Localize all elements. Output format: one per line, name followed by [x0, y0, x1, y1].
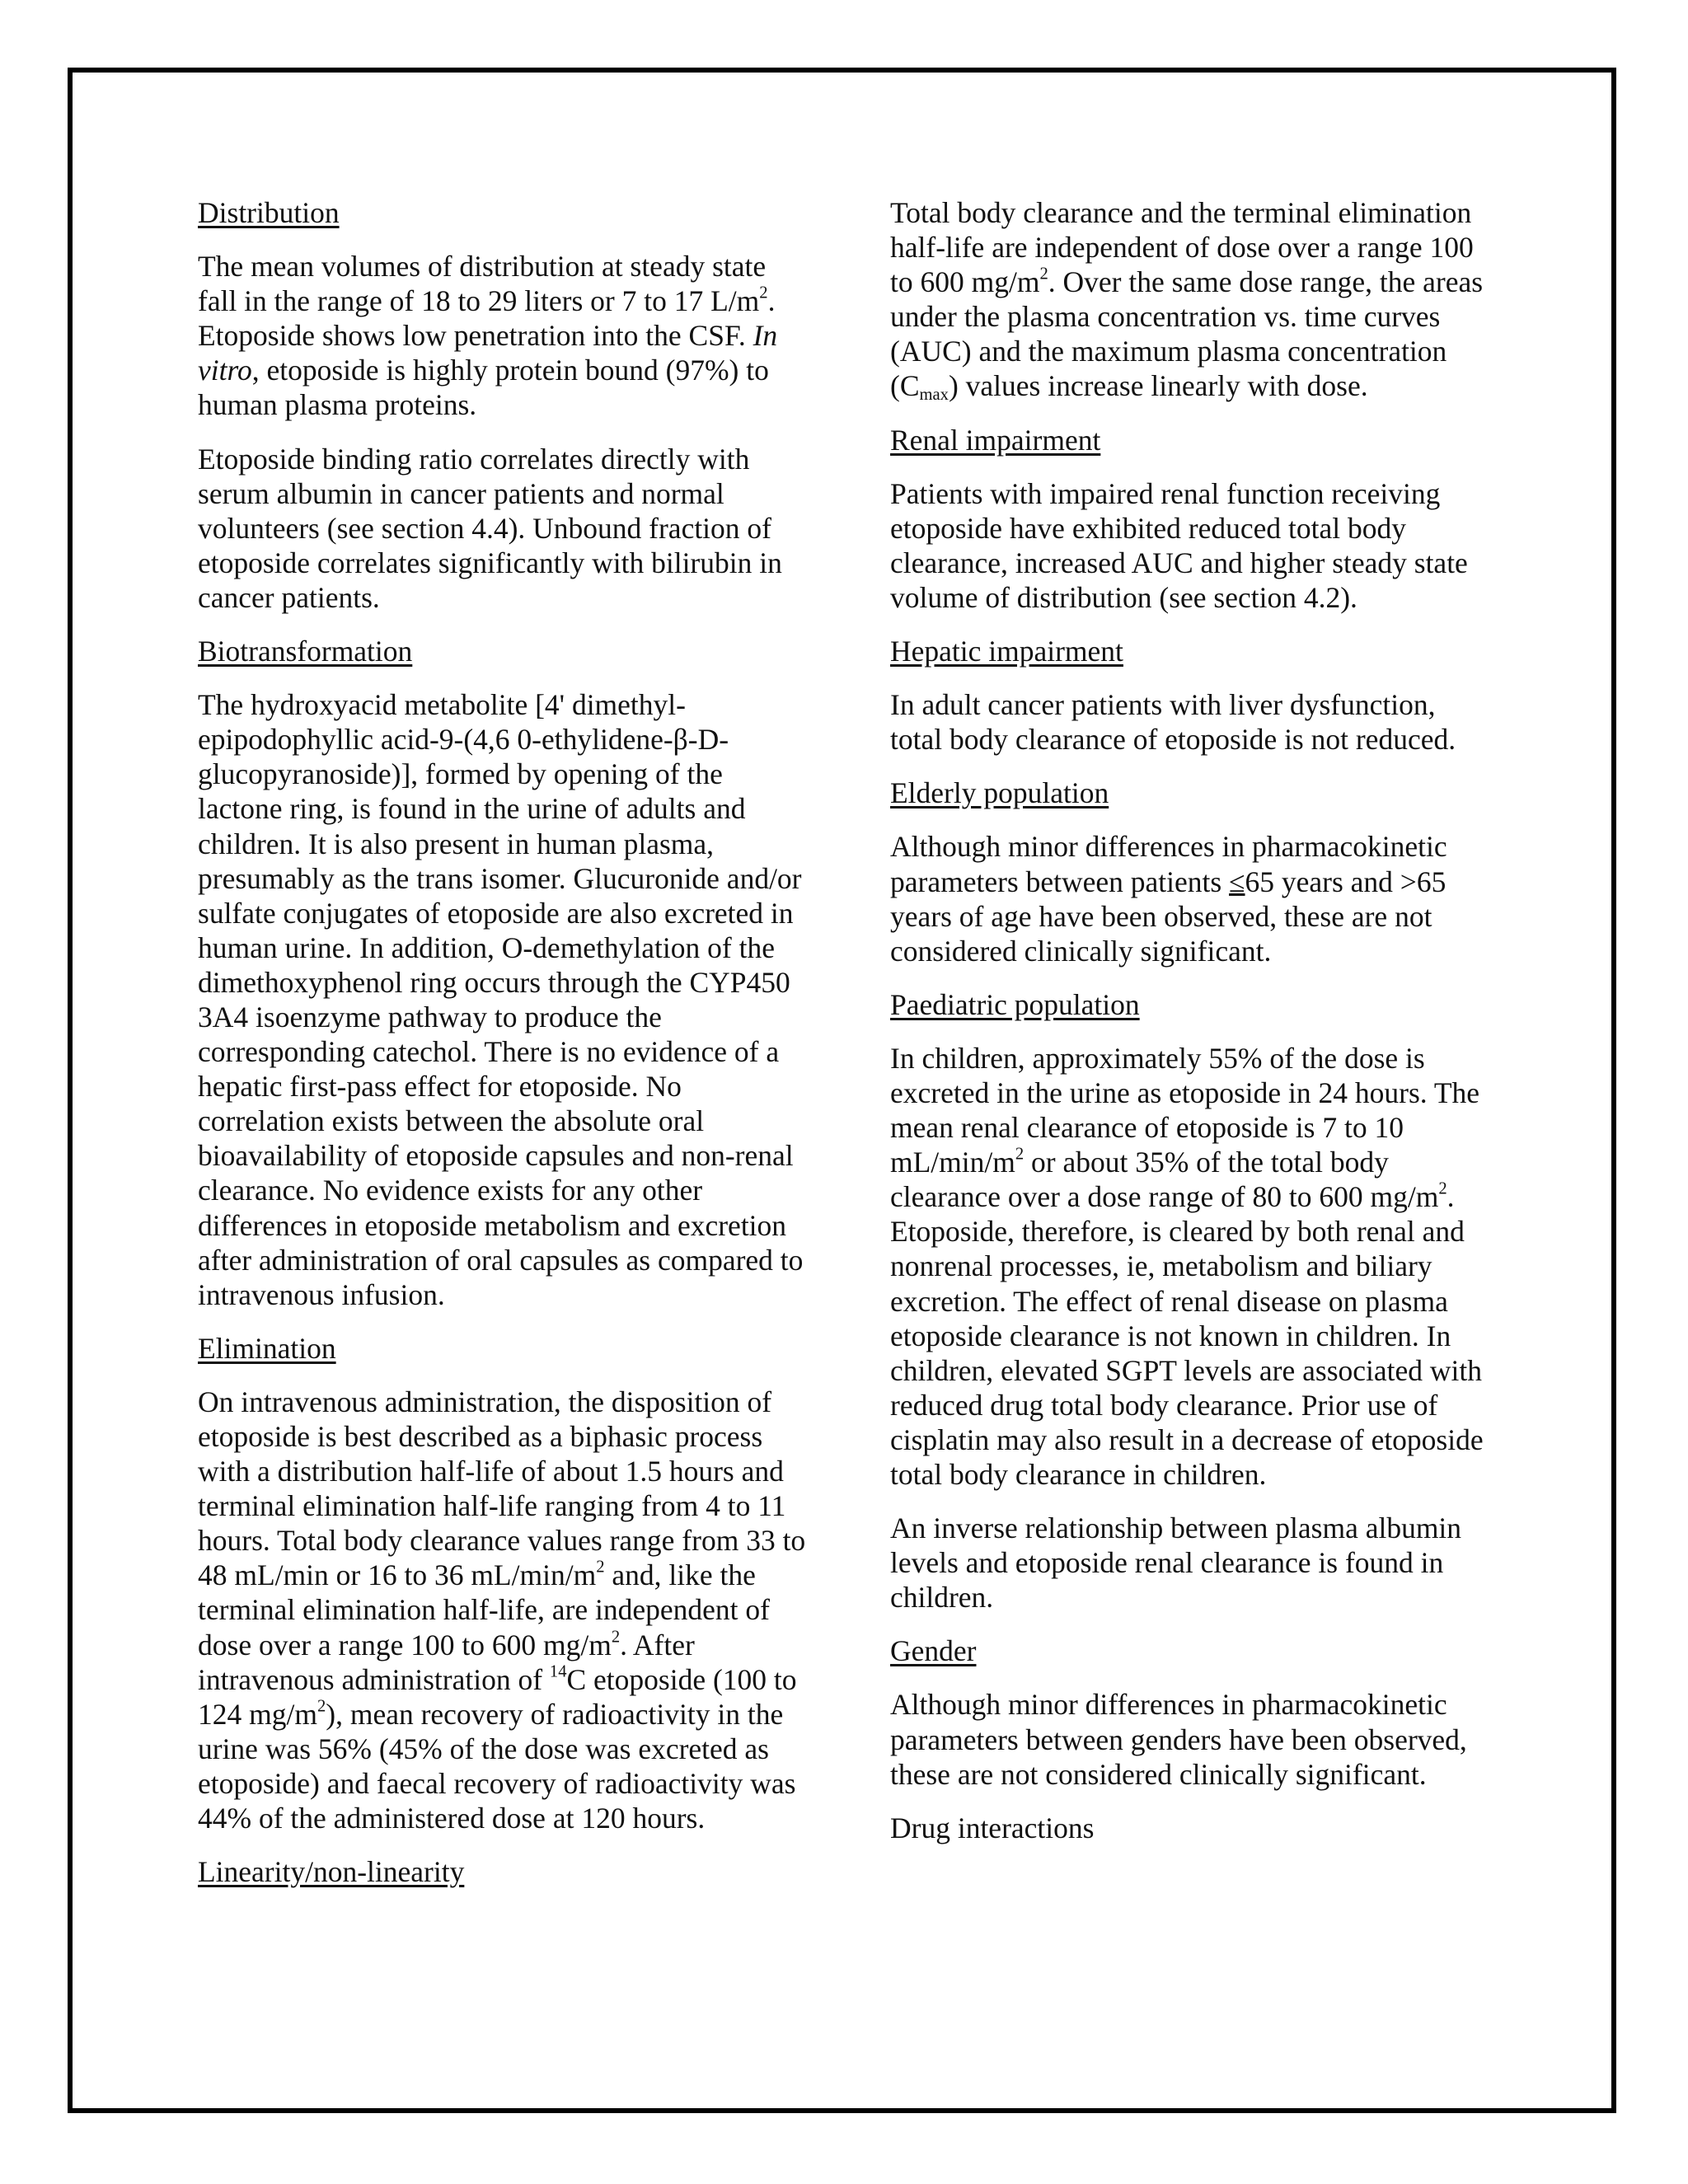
paragraph-text: 2 [1015, 1145, 1025, 1164]
paragraph [198, 1385, 814, 1835]
paragraph-text: The mean volumes of distribution at steady state fall in the range of 18 to 29 liters or 7 to 17 L/m [198, 250, 774, 318]
paragraph-text: . Etoposide shows low penetration into the CSF. [198, 284, 783, 353]
section-heading-elimination: Elimination [198, 1331, 336, 1365]
paragraph-text: Although minor differences in pharmacokinetic parameters between genders have been observed, these are not considered clinically significant. [890, 1688, 1475, 1791]
section-heading-biotransformation: Biotransformation [198, 635, 413, 668]
paragraph [890, 1511, 1492, 1615]
paragraph-text: ) values increase linearly with dose. [948, 369, 1368, 403]
paragraph-text: In vitro [198, 319, 785, 387]
paragraph-text: C etoposide (100 to 124 mg/m [198, 1662, 804, 1731]
paragraph-text: Although minor differences in pharmacokinetic parameters between patients [890, 830, 1455, 898]
paragraph [890, 829, 1492, 968]
section-heading-linearity-non-linearity: Linearity/non-linearity [198, 1855, 465, 1889]
paragraph-text: 2 [611, 1628, 621, 1647]
paragraph-text: The hydroxyacid metabolite [4' dimethyl-epipodophyllic acid-9-(4,6 0-ethylidene-β-D-glucopyranoside)], formed by opening of the lactone ring, is found in the urine of adults and children. It is also present in human plasma, presumably as the trans isomer. Glucuronide and/or sulfate conjugates of etoposide are also excreted in human urine. In addition, O-demethylation of the dimethoxyphenol ring occurs through the CYP450 3A4 isoenzyme pathway to produce the corresponding catechol. There is no evidence of a hepatic first-pass effect for etoposide. No correlation exists between the absolute oral bioavailability of etoposide capsules and non-renal clearance. No evidence exists for any other differences in etoposide metabolism and excretion after administration of oral capsules as compared to intravenous infusion. [198, 688, 811, 1311]
section-heading-drug-interactions: Drug interactions [890, 1811, 1095, 1844]
section-heading-elderly-population: Elderly population [890, 776, 1109, 810]
paragraph-text: 2 [759, 284, 768, 302]
paragraph-text: . Etoposide, therefore, is cleared by both renal and nonrenal processes, ie, metabolism and biliary excretion. The effect of renal disease on plasma etoposide clearance is not known in children. In children, elevated SGPT levels are associated with reduced drug total body clearance. Prior use of cisplatin may also result in a decrease of etoposide total body clearance in children. [890, 1180, 1491, 1491]
paragraph-text: 2 [1039, 265, 1048, 284]
paragraph-text: ≤ [1229, 865, 1245, 898]
paragraph-text: On intravenous administration, the disposition of etoposide is best described as a biphasic process with a distribution half-life of about 1.5 hours and terminal elimination half-life ranging from 4 to 11 hours. Total body clearance values range from 33 to 48 mL/min or 16 to 36 mL/min/m [198, 1385, 814, 1592]
paragraph [198, 249, 808, 422]
paragraph-text: 2 [596, 1558, 605, 1577]
paragraph-text: , etoposide is highly protein bound (97%) to human plasma proteins. [198, 354, 776, 422]
paragraph-text: 65 years and >65 years of age have been observed, these are not considered clinically significant. [890, 865, 1454, 968]
right-column [890, 195, 1492, 1864]
paragraph [890, 687, 1492, 757]
paragraph-text: and, like the terminal elimination half-life, are independent of dose over a range 100 to 600 mg/m [198, 1558, 777, 1661]
paragraph-text: In adult cancer patients with liver dysfunction, total body clearance of etoposide is not reduced. [890, 688, 1456, 757]
paragraph-text: . Over the same dose range, the areas under the plasma concentration vs. time curves (AUC) and the maximum plasma concentration (C [890, 265, 1490, 403]
section-heading-hepatic-impairment: Hepatic impairment [890, 635, 1123, 668]
paragraph-text: 2 [316, 1697, 326, 1716]
left-column [198, 195, 814, 1908]
paragraph-text: or about 35% of the total body clearance over a dose range of 80 to 600 mg/m [890, 1146, 1439, 1214]
paragraph [198, 442, 808, 615]
paragraph [890, 1687, 1492, 1791]
paragraph-text: . After intravenous administration of [198, 1628, 702, 1696]
paragraph-text: An inverse relationship between plasma albumin levels and etoposide renal clearance is found in children. [890, 1511, 1469, 1615]
paragraph-text: Etoposide binding ratio correlates directly with serum albumin in cancer patients and normal volunteers (see section 4.4). Unbound fraction of etoposide correlates significantly with bilirubin in cancer patients. [198, 442, 790, 614]
paragraph-text: Patients with impaired renal function receiving etoposide have exhibited reduced total body clearance, increased AUC and higher steady state volume of distribution (see section 4.2). [890, 476, 1475, 614]
paragraph-text: max [919, 386, 949, 405]
paragraph [198, 687, 811, 1312]
paragraph-text: Total body clearance and the terminal elimination half-life are independent of dose over a range 100 to 600 mg/m [890, 196, 1481, 299]
paragraph-text: 14 [549, 1662, 567, 1681]
paragraph-text: In children, approximately 55% of the dose is excreted in the urine as etoposide in 24 hours. The mean renal clearance of etoposide is 7 to 10 mL/min/m [890, 1041, 1487, 1179]
paragraph [890, 476, 1492, 615]
paragraph [890, 1041, 1492, 1492]
paragraph [890, 195, 1492, 404]
paragraph-text: ), mean recovery of radioactivity in the urine was 56% (45% of the dose was excreted as etoposide) and faecal recovery of radioactivity was 44% of the administered dose at 120 hours. [198, 1697, 804, 1835]
section-heading-paediatric-population: Paediatric population [890, 987, 1140, 1021]
paragraph-text: 2 [1438, 1179, 1447, 1198]
section-heading-renal-impairment: Renal impairment [890, 423, 1101, 457]
section-heading-distribution: Distribution [198, 196, 340, 229]
section-heading-gender: Gender [890, 1634, 977, 1668]
